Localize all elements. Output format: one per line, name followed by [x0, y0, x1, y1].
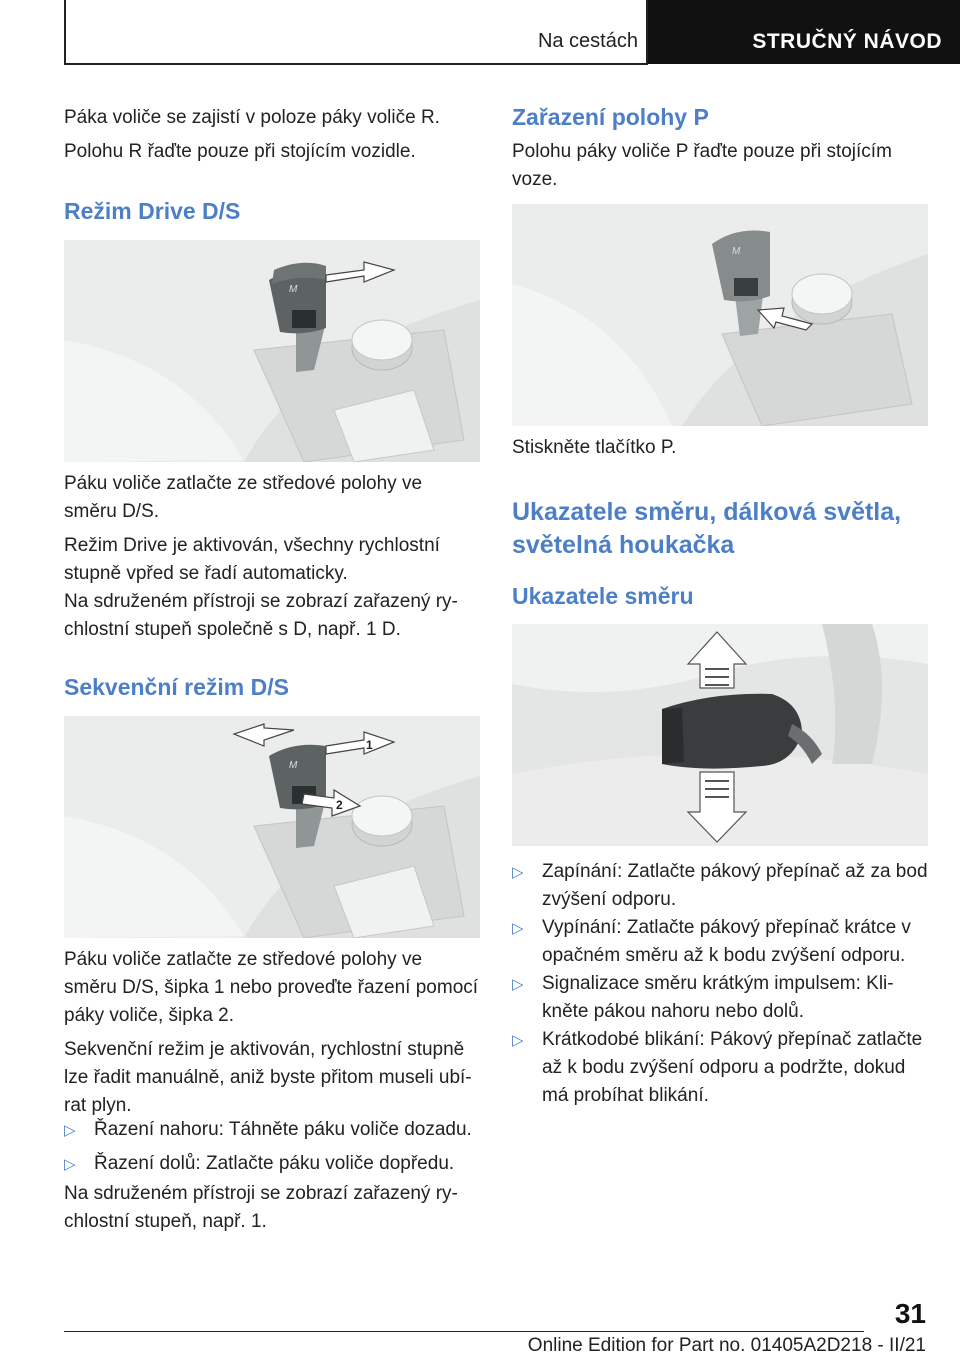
- paragraph: Režim Drive je aktivován, všechny rychlostní stupně vpřed se řadí automaticky.: [64, 535, 440, 584]
- paragraph: Stiskněte tlačítko P.: [512, 437, 677, 458]
- list-item-text: Zapínání: Zatlačte pákový přepínač až za bod zvýšení odporu.: [542, 861, 928, 910]
- arrow-1-label: 1: [366, 738, 373, 752]
- paragraph: Páku voliče zatlačte ze středové polohy ve směru D/S, šipka 1 nebo proveďte řazení pomocí páky voliče, šipka 2.: [64, 949, 479, 1026]
- list-item: [512, 858, 928, 914]
- gear-selector-sequential-illustration: [64, 716, 480, 938]
- figure-park-button: [512, 204, 928, 426]
- turn-signal-lever-illustration: [512, 624, 928, 846]
- figure-drive-mode: [64, 240, 480, 462]
- heading-indicators: Ukazatele směru, dálková světla, světelná houkačka: [512, 498, 902, 559]
- list-item-text: Řazení dolů: Zatlačte páku voliče dopředu.: [94, 1153, 455, 1174]
- list-item: [512, 914, 928, 970]
- header-frame-left: [64, 0, 66, 64]
- list-item-text: Vypínání: Zatlačte pákový přepínač krátce v opačném směru až k bodu zvýšení odporu.: [542, 917, 911, 966]
- svg-text:M: M: [289, 284, 298, 295]
- header-section-title: Na cestách: [537, 30, 638, 52]
- paragraph: Sekvenční režim je aktivován, rychlostní stupně lze řadit manuálně, aniž byste přitom museli ubí‐rat plyn.: [64, 1039, 472, 1116]
- paragraph: Páku voliče zatlačte ze středové polohy ve směru D/S.: [64, 473, 423, 522]
- arrow-2-label: 2: [336, 798, 343, 812]
- svg-text:M: M: [732, 246, 741, 257]
- list-item: [64, 1116, 480, 1144]
- bullet-triangle-icon: ▷: [64, 1156, 76, 1173]
- list-item-text: Řazení nahoru: Táhněte páku voliče dozadu.: [94, 1119, 472, 1140]
- paragraph: Polohu páky voliče P řaďte pouze při stojícím voze.: [512, 141, 892, 190]
- bullet-triangle-icon: ▷: [512, 1032, 524, 1049]
- heading-park-position: Zařazení polohy P: [512, 104, 709, 130]
- figure-turn-signal-lever: [512, 624, 928, 846]
- list-item: [64, 1150, 480, 1178]
- paragraph: Páka voliče se zajistí v poloze páky voliče R.: [64, 107, 440, 128]
- bullet-triangle-icon: ▷: [512, 976, 524, 993]
- footer-edition: Online Edition for Part no. 01405A2D218 - II/21: [527, 1335, 926, 1356]
- heading-turn-signals: Ukazatele směru: [512, 583, 694, 609]
- list-item: [512, 970, 928, 1026]
- list-item: [512, 1026, 928, 1110]
- gear-selector-illustration: [64, 240, 480, 462]
- header-guide-title: STRUČNÝ NÁVOD: [752, 30, 942, 53]
- footer-divider: [64, 1331, 864, 1332]
- heading-drive-mode: Režim Drive D/S: [64, 198, 241, 224]
- page-number: 31: [894, 1298, 926, 1329]
- list-item-text: Signalizace směru krátkým impulsem: Kli‐kněte pákou nahoru nebo dolů.: [542, 973, 894, 1022]
- park-button-illustration: [512, 204, 928, 426]
- bullet-triangle-icon: ▷: [512, 920, 524, 937]
- bullet-triangle-icon: ▷: [512, 864, 524, 881]
- list-item-text: Krátkodobé blikání: Pákový přepínač zatlačte až k bodu zvýšení odporu a podržte, dokud má probíhat blikání.: [542, 1029, 923, 1106]
- header-frame-bottom: [64, 63, 648, 65]
- heading-sequential-mode: Sekvenční režim D/S: [64, 674, 289, 700]
- paragraph: Na sdruženém přístroji se zobrazí zařazený ry‐chlostní stupeň, např. 1.: [64, 1183, 458, 1232]
- svg-text:M: M: [289, 760, 298, 771]
- bullet-triangle-icon: ▷: [64, 1122, 76, 1139]
- paragraph: Polohu R řaďte pouze při stojícím vozidle.: [64, 141, 416, 162]
- figure-sequential-mode: [64, 716, 480, 938]
- paragraph: Na sdruženém přístroji se zobrazí zařazený ry‐chlostní stupeň společně s D, např. 1 D.: [64, 591, 458, 640]
